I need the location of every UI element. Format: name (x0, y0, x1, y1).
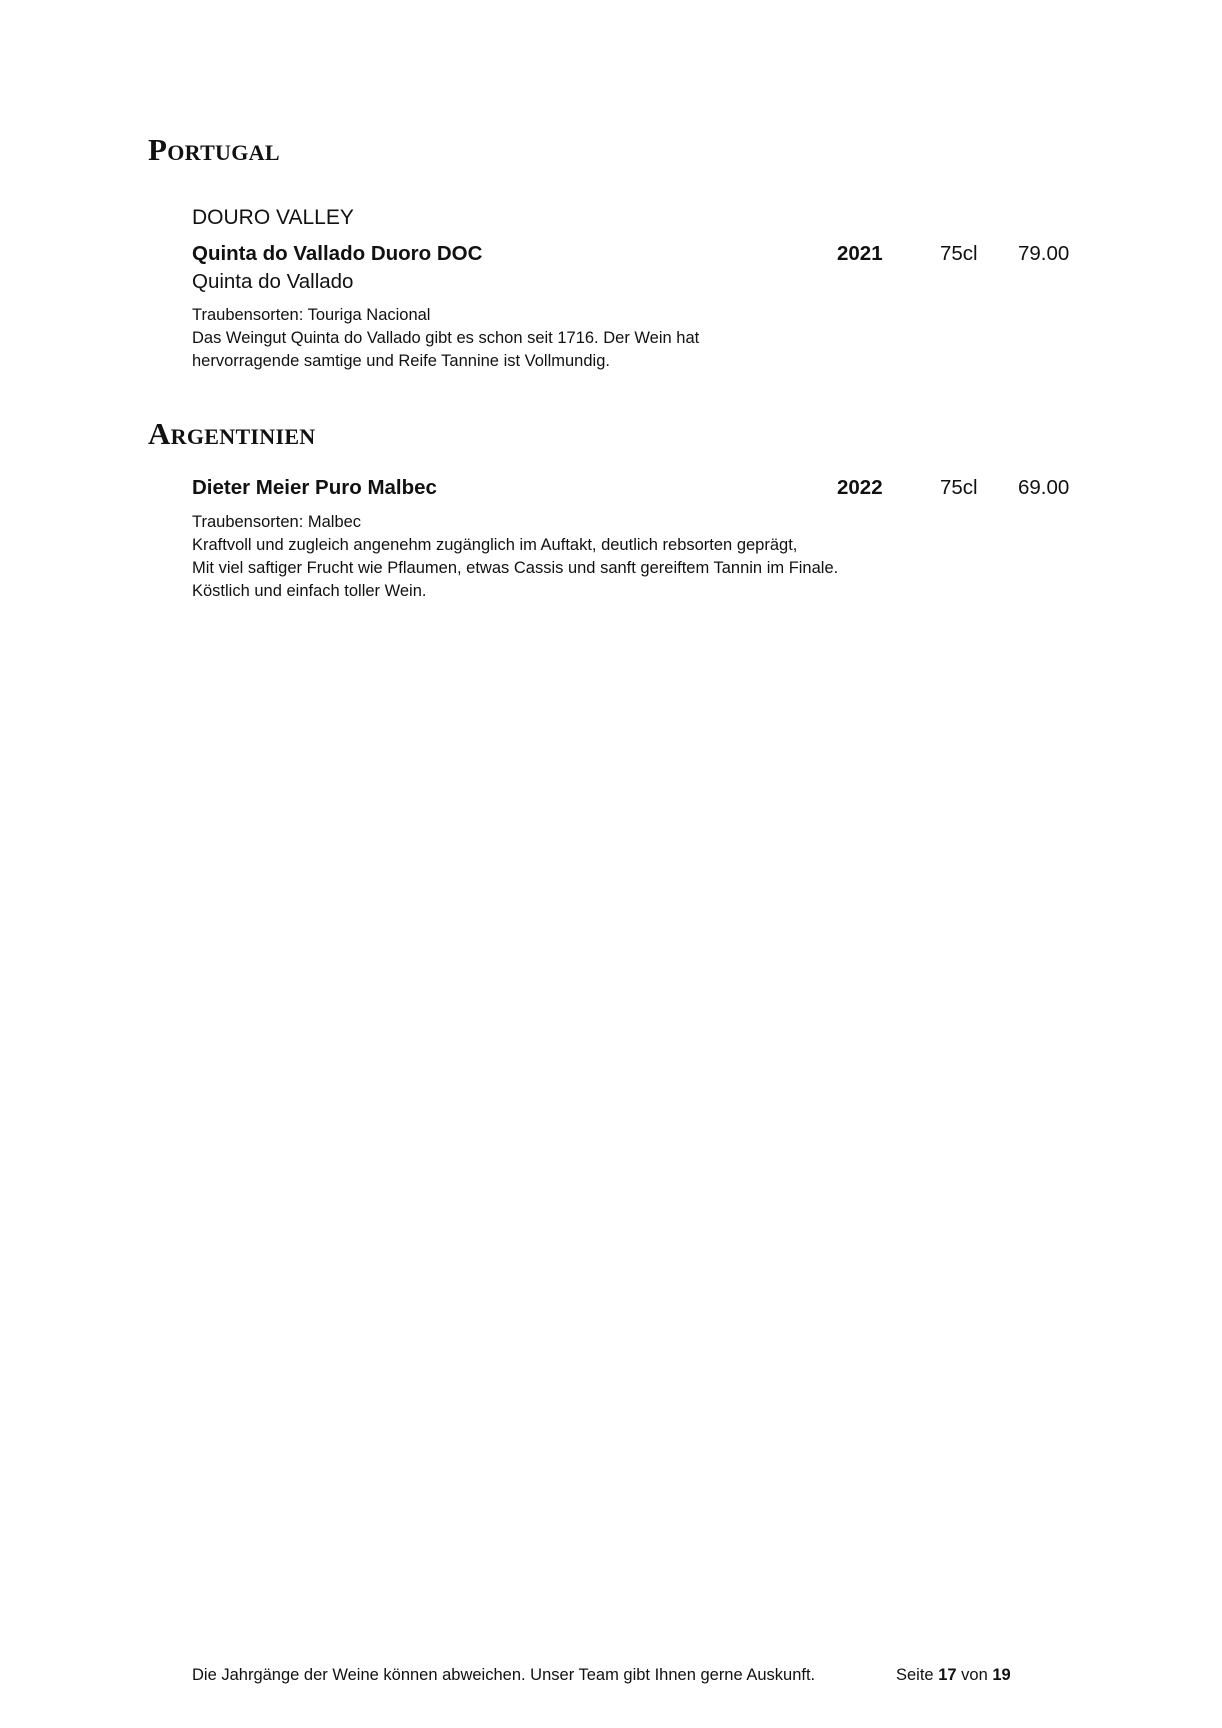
total-pages: 19 (992, 1666, 1011, 1684)
wine-bottle-size: 75cl (940, 242, 978, 265)
description-line: Köstlich und einfach toller Wein. (192, 582, 427, 600)
wine-vintage: 2021 (837, 242, 883, 265)
grape-varieties: Traubensorten: Touriga Nacional (192, 306, 431, 324)
description-line: Kraftvoll und zugleich angenehm zugänglich im Auftakt, deutlich rebsorten geprägt, (192, 536, 798, 554)
wine-row (192, 242, 1072, 270)
page-footer (192, 1666, 1032, 1690)
page-label: Seite (896, 1666, 934, 1684)
wine-bottle-size: 75cl (940, 476, 978, 499)
wine-name: Dieter Meier Puro Malbec (192, 476, 437, 499)
page-number (896, 1666, 1011, 1685)
wine-description (192, 304, 952, 373)
wine-row (192, 476, 1072, 504)
current-page: 17 (938, 1666, 957, 1684)
wine-vintage: 2022 (837, 476, 883, 499)
country-heading-argentinien: Argentinien (148, 416, 316, 451)
description-line: Das Weingut Quinta do Vallado gibt es schon seit 1716. Der Wein hat (192, 329, 700, 347)
footer-note: Die Jahrgänge der Weine können abweichen. Unser Team gibt Ihnen gerne Auskunft. (192, 1666, 816, 1684)
wine-price: 69.00 (1018, 476, 1070, 499)
description-line: Mit viel saftiger Frucht wie Pflaumen, etwas Cassis und sanft gereiftem Tannin im Finale. (192, 559, 839, 577)
wine-producer: Quinta do Vallado (192, 270, 354, 293)
page-separator: von (961, 1666, 988, 1684)
description-line: hervorragende samtige und Reife Tannine ist Vollmundig. (192, 352, 610, 370)
grape-varieties: Traubensorten: Malbec (192, 513, 362, 531)
wine-price: 79.00 (1018, 242, 1070, 265)
wine-name: Quinta do Vallado Duoro DOC (192, 242, 483, 265)
region-heading: DOURO VALLEY (192, 206, 354, 229)
country-heading-portugal: Portugal (148, 132, 280, 167)
wine-description (192, 511, 952, 603)
